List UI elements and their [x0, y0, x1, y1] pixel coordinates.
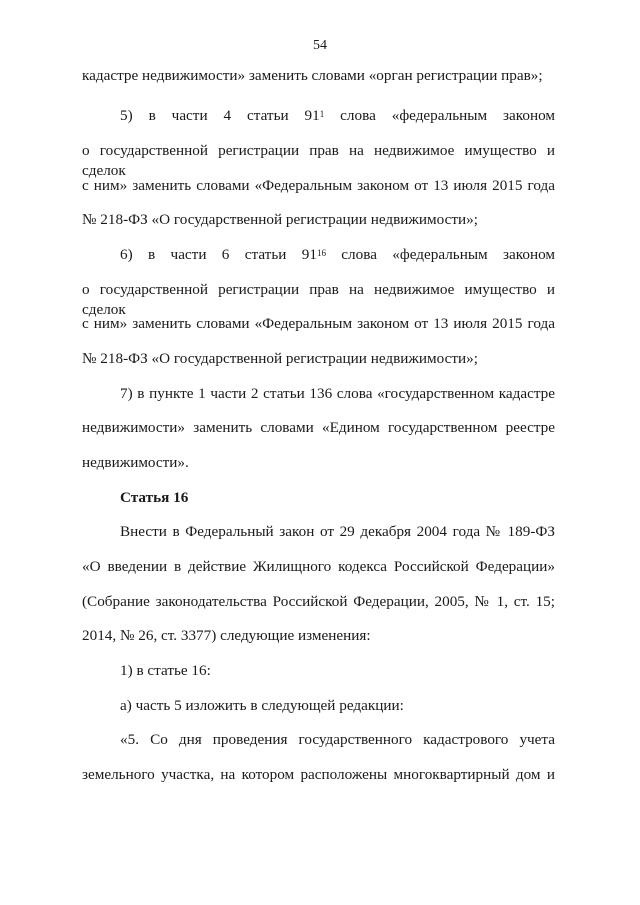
- quote-line-1: «5. Со дня проведения государственного кадастрового учета: [120, 731, 555, 748]
- article-16-line-4: 2014, № 26, ст. 3377) следующие изменения:: [82, 627, 371, 644]
- article-16-line-3: (Собрание законодательства Российской Федерации, 2005, № 1, ст. 15;: [82, 593, 555, 610]
- superscript: 1: [319, 109, 325, 119]
- article-16-line-2: «О введении в действие Жилищного кодекса Российской Федерации»: [82, 558, 555, 575]
- paragraph-7-line-3: недвижимости».: [82, 454, 189, 471]
- paragraph-6-line-2: о государственной регистрации прав на недвижимое имущество и сделок: [82, 281, 555, 318]
- superscript: 16: [316, 248, 326, 258]
- paragraph-6-line-4: № 218-ФЗ «О государственной регистрации недвижимости»;: [82, 350, 478, 367]
- paragraph-6-line-1: 6) в части 6 статьи $91^{16}$ слова «федеральным законом: [120, 246, 556, 263]
- paragraph-6-line-3: с ним» заменить словами «Федеральным законом от 13 июля 2015 года: [82, 315, 555, 332]
- article-heading: Статья 16: [120, 489, 189, 506]
- paragraph-5-line-4: № 218-ФЗ «О государственной регистрации недвижимости»;: [82, 211, 478, 228]
- list-item-a: а) часть 5 изложить в следующей редакции:: [120, 697, 404, 714]
- paragraph-7-line-1: 7) в пункте 1 части 2 статьи 136 слова «государственном кадастре: [120, 385, 555, 402]
- list-item-1: 1) в статье 16:: [120, 662, 211, 679]
- article-16-line-1: Внести в Федеральный закон от 29 декабря 2004 года № 189-ФЗ: [120, 523, 555, 540]
- page-number: 54: [313, 38, 327, 53]
- paragraph-5-line-1: 5) в части 4 статьи $91^1$ слова «федеральным законом: [120, 107, 556, 124]
- paragraph-5-line-2: о государственной регистрации прав на недвижимое имущество и сделок: [82, 142, 555, 179]
- text-line: кадастре недвижимости» заменить словами «орган регистрации прав»;: [82, 67, 543, 84]
- paragraph-5-line-3: с ним» заменить словами «Федеральным законом от 13 июля 2015 года: [82, 177, 555, 194]
- quote-line-2: земельного участка, на котором расположены многоквартирный дом и: [82, 766, 555, 783]
- paragraph-7-line-2: недвижимости» заменить словами «Едином государственном реестре: [82, 419, 555, 436]
